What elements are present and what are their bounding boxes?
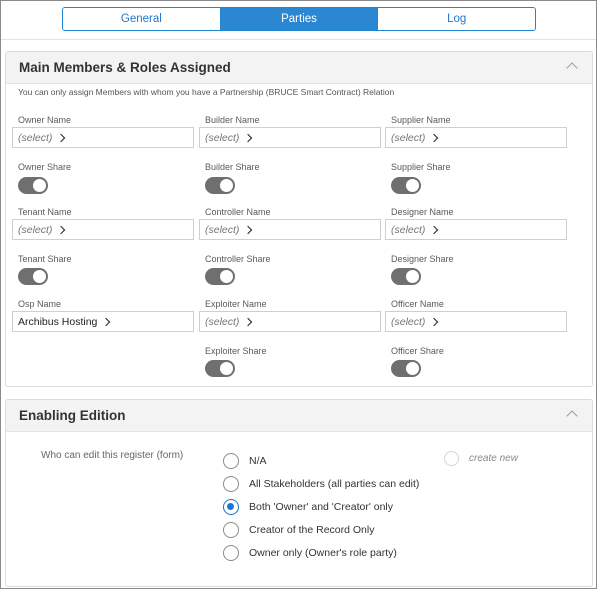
owner-name-select[interactable] <box>12 127 194 148</box>
create-new-option[interactable] <box>444 451 518 466</box>
chevron-right-icon <box>430 317 438 325</box>
radio-label: All Stakeholders (all parties can edit) <box>249 478 420 490</box>
tenant-share-toggle[interactable] <box>18 268 48 285</box>
chevron-right-icon <box>430 225 438 233</box>
enabling-edition-header[interactable] <box>6 400 592 432</box>
tab-bar <box>62 7 536 31</box>
radio-button[interactable] <box>223 545 239 561</box>
builder-share-toggle[interactable] <box>205 177 235 194</box>
enabling-edition-title: Enabling Edition <box>19 408 126 423</box>
exploiter-share-toggle[interactable] <box>205 360 235 377</box>
radio-button[interactable] <box>223 476 239 492</box>
supplier-share-label: Supplier Share <box>391 162 451 172</box>
radio-label: Creator of the Record Only <box>249 524 375 536</box>
create-new-label: create new <box>469 453 518 464</box>
exploiter-name-label: Exploiter Name <box>205 299 267 309</box>
toggle-knob <box>33 179 46 192</box>
builder-name-label: Builder Name <box>205 115 260 125</box>
radio-button[interactable] <box>223 522 239 538</box>
supplier-name-value: (select) <box>391 131 426 144</box>
owner-share-label: Owner Share <box>18 162 72 172</box>
radio-label: Both 'Owner' and 'Creator' only <box>249 501 394 513</box>
designer-name-label: Designer Name <box>391 207 454 217</box>
controller-name-select[interactable] <box>199 219 381 240</box>
builder-name-value: (select) <box>205 131 240 144</box>
supplier-name-select[interactable] <box>385 127 567 148</box>
chevron-right-icon <box>102 317 110 325</box>
radio-option-all-stakeholders[interactable] <box>223 476 419 492</box>
designer-name-select[interactable] <box>385 219 567 240</box>
supplier-share-toggle[interactable] <box>391 177 421 194</box>
enabling-edition-panel <box>5 399 593 587</box>
exploiter-name-select[interactable] <box>199 311 381 332</box>
officer-share-toggle[interactable] <box>391 360 421 377</box>
exploiter-name-value: (select) <box>205 315 240 328</box>
toggle-knob <box>220 362 233 375</box>
officer-share-label: Officer Share <box>391 346 444 356</box>
radio-button-selected[interactable] <box>223 499 239 515</box>
osp-name-select[interactable] <box>12 311 194 332</box>
radio-option-creator-only[interactable] <box>223 522 374 538</box>
tenant-name-label: Tenant Name <box>18 207 72 217</box>
controller-name-label: Controller Name <box>205 207 271 217</box>
builder-share-label: Builder Share <box>205 162 260 172</box>
tenant-name-value: (select) <box>18 223 53 236</box>
main-members-panel <box>5 51 593 387</box>
owner-name-value: (select) <box>18 131 53 144</box>
controller-share-toggle[interactable] <box>205 268 235 285</box>
toggle-knob <box>406 270 419 283</box>
main-members-header[interactable] <box>6 52 592 84</box>
tab-parties[interactable]: Parties <box>221 8 379 30</box>
chevron-right-icon <box>57 225 65 233</box>
officer-name-label: Officer Name <box>391 299 444 309</box>
designer-share-label: Designer Share <box>391 254 454 264</box>
tenant-name-select[interactable] <box>12 219 194 240</box>
chevron-right-icon <box>244 133 252 141</box>
radio-label: Owner only (Owner's role party) <box>249 547 397 559</box>
collapse-chevron-up-icon[interactable] <box>566 410 577 421</box>
toggle-knob <box>220 270 233 283</box>
radio-option-owner-and-creator[interactable] <box>223 499 393 515</box>
controller-name-value: (select) <box>205 223 240 236</box>
radio-button[interactable] <box>444 451 459 466</box>
chevron-right-icon <box>244 225 252 233</box>
chevron-right-icon <box>430 133 438 141</box>
main-members-title: Main Members & Roles Assigned <box>19 60 231 75</box>
radio-option-na[interactable] <box>223 453 267 469</box>
radio-label: N/A <box>249 455 267 467</box>
supplier-name-label: Supplier Name <box>391 115 451 125</box>
officer-name-select[interactable] <box>385 311 567 332</box>
exploiter-share-label: Exploiter Share <box>205 346 267 356</box>
partnership-note: You can only assign Members with whom you have a Partnership (BRUCE Smart Contract) Relation <box>18 87 395 97</box>
designer-share-toggle[interactable] <box>391 268 421 285</box>
toggle-knob <box>406 179 419 192</box>
designer-name-value: (select) <box>391 223 426 236</box>
radio-button[interactable] <box>223 453 239 469</box>
tab-general[interactable]: General <box>63 8 221 30</box>
toggle-knob <box>33 270 46 283</box>
who-can-edit-label: Who can edit this register (form) <box>41 450 184 461</box>
osp-name-label: Osp Name <box>18 299 62 309</box>
toggle-knob <box>220 179 233 192</box>
tabs-divider <box>1 39 596 40</box>
collapse-chevron-up-icon[interactable] <box>566 62 577 73</box>
chevron-right-icon <box>244 317 252 325</box>
owner-name-label: Owner Name <box>18 115 72 125</box>
controller-share-label: Controller Share <box>205 254 271 264</box>
owner-share-toggle[interactable] <box>18 177 48 194</box>
tab-log[interactable]: Log <box>378 8 535 30</box>
toggle-knob <box>406 362 419 375</box>
tenant-share-label: Tenant Share <box>18 254 72 264</box>
officer-name-value: (select) <box>391 315 426 328</box>
builder-name-select[interactable] <box>199 127 381 148</box>
radio-option-owner-only[interactable] <box>223 545 397 561</box>
chevron-right-icon <box>57 133 65 141</box>
osp-name-value: Archibus Hosting <box>18 315 98 328</box>
